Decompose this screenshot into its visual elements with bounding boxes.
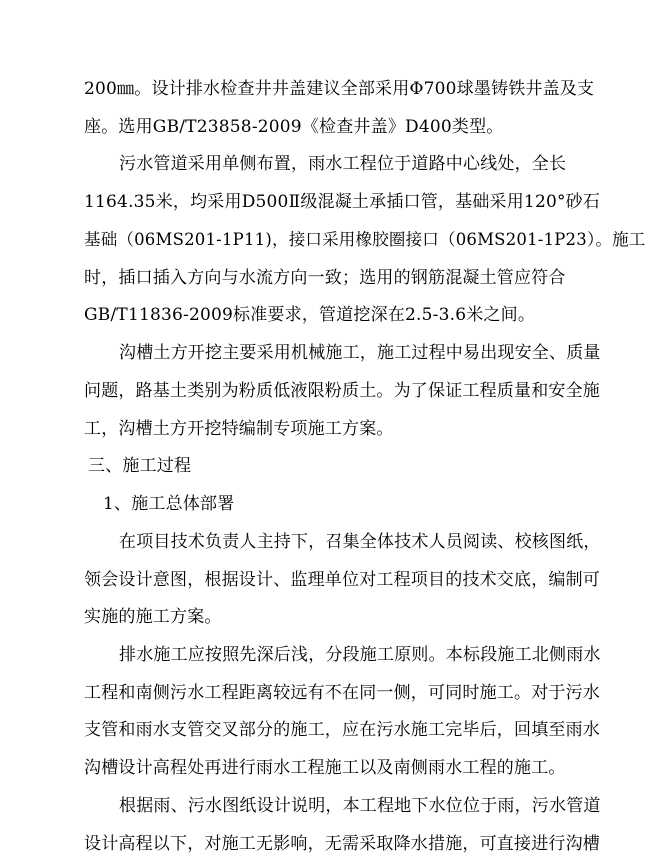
text-line: 排水施工应按照先深后浅，分段施工原则。本标段施工北侧雨水 [119, 645, 601, 665]
text-line: 时，插口插入方向与水流方向一致；选用的钢筋混凝土管应符合 [84, 268, 566, 288]
text-line: 200㎜。设计排水检查井井盖建议全部采用Φ700球墨铸铁井盖及支 [84, 79, 595, 99]
text-line: 在项目技术负责人主持下，召集全体技术人员阅读、校核图纸， [119, 532, 601, 552]
text-line: 污水管道采用单侧布置，雨水工程位于道路中心线处，全长 [119, 154, 567, 174]
text-line: 沟槽土方开挖主要采用机械施工，施工过程中易出现安全、质量 [119, 343, 601, 363]
text-line: 沟槽设计高程处再进行雨水工程施工以及南侧雨水工程的施工。 [84, 758, 566, 778]
text-line: 领会设计意图，根据设计、监理单位对工程项目的技术交底，编制可 [84, 570, 600, 590]
text-line: 1164.35米，均采用D500Ⅱ级混凝土承插口管，基础采用120°砂石 [84, 192, 601, 212]
text-line: 实施的施工方案。 [84, 607, 222, 627]
text-line: 工，沟槽土方开挖特编制专项施工方案。 [84, 419, 394, 439]
text-line: 座。选用GB/T23858-2009《检查井盖》D400类型。 [84, 117, 504, 137]
text-line: GB/T11836-2009标准要求，管道挖深在2.5-3.6米之间。 [84, 305, 536, 325]
text-line: 设计高程以下，对施工无影响，无需采取降水措施，可直接进行沟槽 [84, 834, 600, 854]
section-heading: 三、施工过程 [88, 456, 192, 476]
text-line: 工程和南侧污水工程距离较远有不在同一侧，可同时施工。对于污水 [84, 683, 600, 703]
text-line: 问题，路基土类别为粉质低液限粉质土。为了保证工程质量和安全施 [84, 381, 600, 401]
text-line: 基础（06MS201-1P11)，接口采用橡胶圈接口（06MS201-1P23）。施工 [84, 230, 646, 249]
subsection-heading: 1、施工总体部署 [103, 494, 235, 514]
text-line: 支管和雨水支管交叉部分的施工，应在污水施工完毕后，回填至雨水 [84, 720, 600, 740]
text-line: 根据雨、污水图纸设计说明，本工程地下水位位于雨，污水管道 [119, 796, 601, 816]
